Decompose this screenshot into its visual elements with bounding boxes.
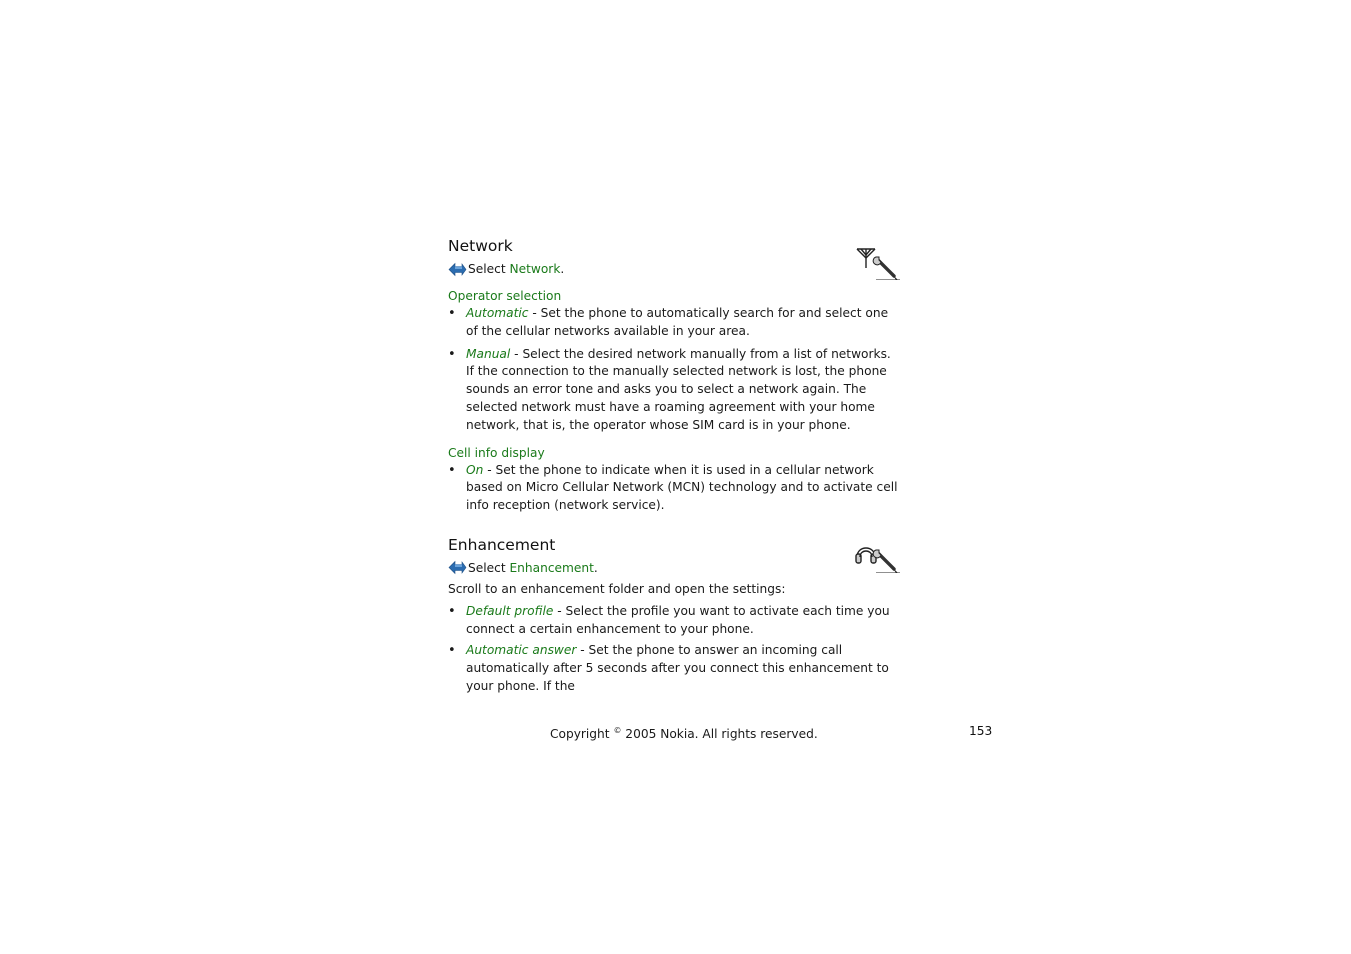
headset-wrench-icon bbox=[854, 539, 900, 573]
network-select-instruction bbox=[448, 260, 902, 278]
copyright-symbol: © bbox=[613, 726, 622, 735]
operator-selection-heading: Operator selection bbox=[448, 289, 562, 303]
enhancement-select-suffix: . bbox=[593, 560, 598, 575]
copyright-notice bbox=[550, 722, 818, 743]
list-item bbox=[448, 305, 902, 341]
navigation-arrow-icon bbox=[448, 262, 467, 277]
copyright-prefix: Copyright bbox=[550, 727, 614, 742]
option-term: Manual bbox=[466, 346, 511, 361]
enhancement-options-list bbox=[448, 603, 902, 696]
enhancement-section bbox=[448, 535, 902, 696]
enhancement-select-instruction bbox=[448, 559, 902, 577]
enhancement-select-target[interactable]: Enhancement bbox=[509, 560, 594, 575]
option-description: - Select the desired network manually from a list of networks. If the connection to the manually selected network is lost, the phone sounds an error tone and asks you to select a network again. The selected network must have a roaming agreement with your home network, that is, the operator whose SIM card is in your phone. bbox=[466, 346, 891, 432]
network-select-suffix: . bbox=[560, 262, 565, 276]
operator-selection-list bbox=[448, 305, 902, 435]
copyright-text: 2005 Nokia. All rights reserved. bbox=[621, 727, 818, 742]
navigation-arrow-icon bbox=[448, 560, 467, 575]
antenna-wrench-icon bbox=[854, 246, 900, 280]
option-term: Default profile bbox=[466, 603, 554, 618]
list-item bbox=[448, 642, 902, 695]
network-select-prefix: Select bbox=[468, 262, 506, 276]
list-item bbox=[448, 462, 902, 515]
list-item bbox=[448, 603, 902, 639]
option-description: - Set the phone to answer an incoming call automatically after 5 seconds after you connect this enhancement to your phone. If the bbox=[466, 643, 889, 693]
option-term: On bbox=[466, 462, 484, 477]
page-content bbox=[448, 236, 902, 696]
network-select-target[interactable]: Network bbox=[509, 262, 561, 276]
enhancement-title: Enhancement bbox=[448, 535, 556, 554]
cell-info-list bbox=[448, 462, 902, 515]
option-term: Automatic answer bbox=[466, 643, 577, 658]
network-section bbox=[448, 236, 902, 515]
list-item bbox=[448, 346, 902, 435]
page-number: 153 bbox=[969, 724, 993, 738]
option-description: - Set the phone to indicate when it is used in a cellular network based on Micro Cellular Network (MCN) technology and to activate cell info reception (network service). bbox=[466, 462, 898, 513]
network-title: Network bbox=[448, 237, 513, 255]
option-description: - Set the phone to automatically search for and select one of the cellular networks available in your area. bbox=[466, 306, 889, 338]
option-description: - Select the profile you want to activate each time you connect a certain enhancement to your phone. bbox=[466, 603, 890, 636]
enhancement-select-prefix: Select bbox=[468, 560, 506, 575]
enhancement-intro: Scroll to an enhancement folder and open the settings: bbox=[448, 581, 786, 596]
cell-info-display-heading: Cell info display bbox=[448, 445, 545, 460]
option-term: Automatic bbox=[466, 306, 529, 320]
